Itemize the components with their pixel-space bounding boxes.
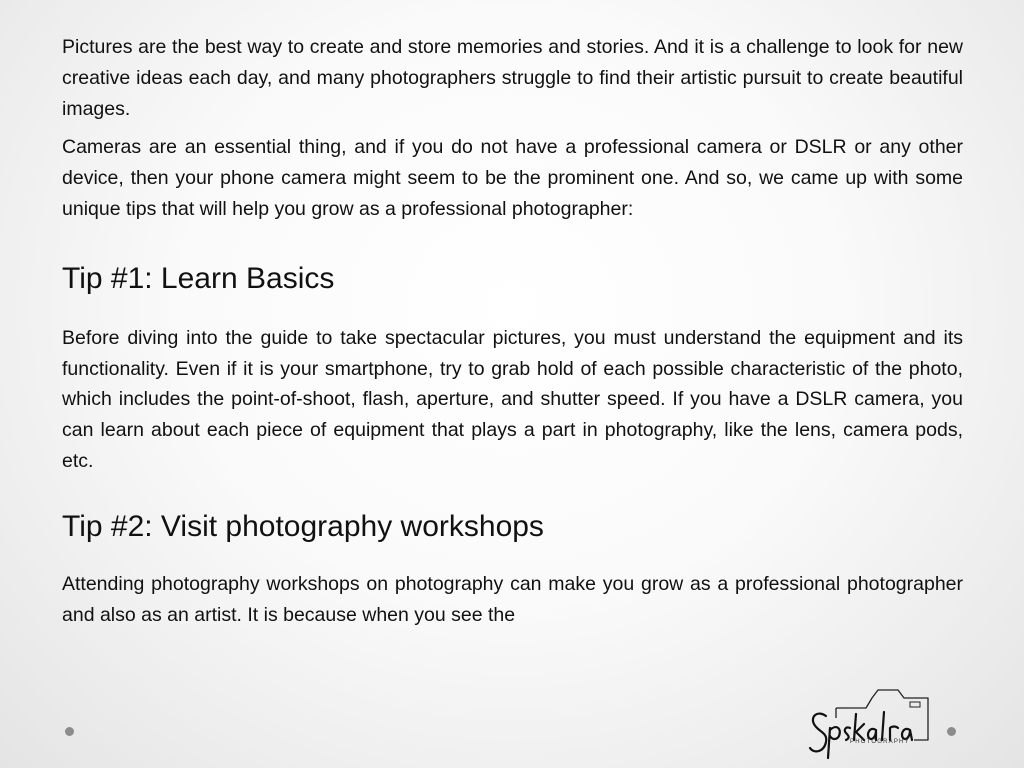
intro-paragraph: Pictures are the best way to create and store memories and stories. And it is a challenge to look for new creative ideas each day, and many photographers struggle to find their artistic pursuit to create beautiful images. bbox=[62, 36, 963, 120]
brand-logo bbox=[806, 684, 938, 762]
logo-subtitle: PHOTOGRAPHY bbox=[850, 739, 910, 745]
tip-1-paragraph: Before diving into the guide to take spectacular pictures, you must understand the equipment and its functionality. Even if it is your smartphone, try to grab hold of each possible characteristic of the photo, which includes the point-of-shoot, flash, aperture, and shutter speed. If you have a DSLR camera, you can learn about each piece of equipment that plays a part in photography, like the lens, camera pods, etc. bbox=[62, 326, 963, 472]
cameras-paragraph: Cameras are an essential thing, and if you do not have a professional camera or DSLR or any other device, then your phone camera might seem to be the prominent one. And so, we came up with some unique tips that will help you grow as a professional photographer: bbox=[62, 136, 963, 220]
slide-nav-dot-right bbox=[947, 727, 956, 736]
slide-nav-dot-left bbox=[65, 727, 74, 736]
tip-2-paragraph: Attending photography workshops on photography can make you grow as a professional photographer and also as an artist. It is because when you see the bbox=[62, 572, 963, 626]
tip-2-heading: Tip #2: Visit photography workshops bbox=[62, 509, 544, 543]
tip-1-heading: Tip #1: Learn Basics bbox=[62, 261, 335, 295]
camera-outline-icon bbox=[806, 684, 938, 762]
slide-content bbox=[62, 32, 963, 638]
